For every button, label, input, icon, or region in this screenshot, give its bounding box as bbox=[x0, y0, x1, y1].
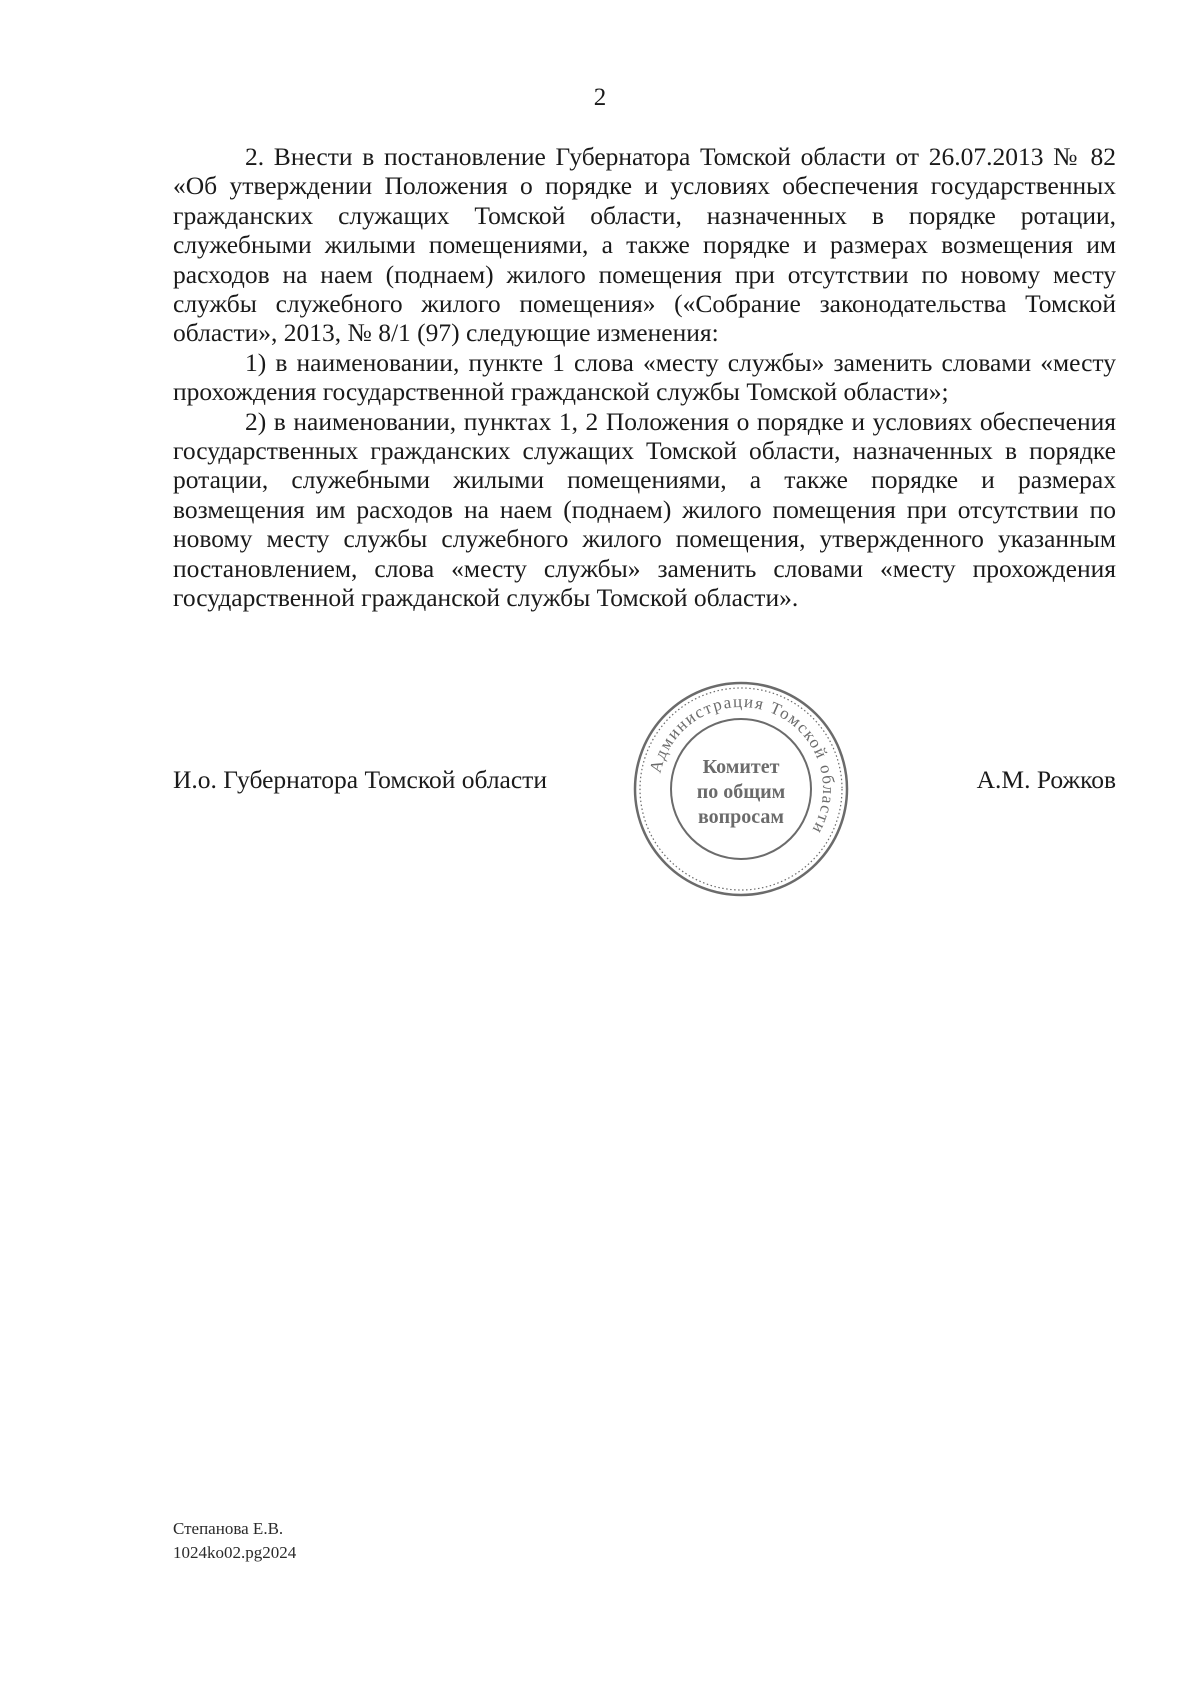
paragraph-amendment-intro: 2. Внести в постановление Губернатора Томской области от 26.07.2013 № 82 «Об утверждении Положения о порядке и условиях обеспечения государственных гражданских служащих Томской области, назначенных в порядке ротации, служебными жилыми помещениями, а также порядке и размерах возмещения им расходов на наем (поднаем) жилого помещения при отсутствии по новому месту службы служебного жилого помещения» («Собрание законодательства Томской области», 2013, № 8/1 (97) следующие изменения: bbox=[173, 142, 1116, 348]
stamp-ring-text: Администрация Томской области bbox=[645, 691, 839, 838]
executor-name: Степанова Е.В. bbox=[173, 1519, 284, 1538]
file-code: 1024ko02.pg2024 bbox=[173, 1543, 297, 1562]
paragraph-item-1: 1) в наименовании, пункте 1 слова «месту службы» заменить словами «месту прохождения государственной гражданской службы Томской области»; bbox=[173, 347, 1116, 407]
stamp-center-line-3: вопросам bbox=[697, 806, 785, 828]
official-stamp bbox=[632, 680, 850, 898]
page-number: 2 bbox=[593, 84, 607, 111]
paragraph-item-2: 2) в наименовании, пунктах 1, 2 Положения о порядке и условиях обеспечения государственных гражданских служащих Томской области, назначенных в порядке ротации, служебными жилыми помещениями, а также порядке и размерах возмещения им расходов на наем (поднаем) жилого помещения при отсутствии по новому месту службы служебного жилого помещения, утвержденного указанным постановлением, слова «месту службы» заменить словами «месту прохождения государственной гражданской службы Томской области». bbox=[173, 406, 1116, 613]
signatory-name: А.М. Рожков bbox=[976, 765, 1116, 794]
stamp-center-line-2: по общим bbox=[696, 781, 786, 803]
executor-footer bbox=[173, 1517, 296, 1565]
stamp-center-line-1: Комитет bbox=[702, 756, 780, 778]
signatory-position: И.о. Губернатора Томской области bbox=[173, 765, 547, 794]
document-body bbox=[173, 142, 1116, 613]
